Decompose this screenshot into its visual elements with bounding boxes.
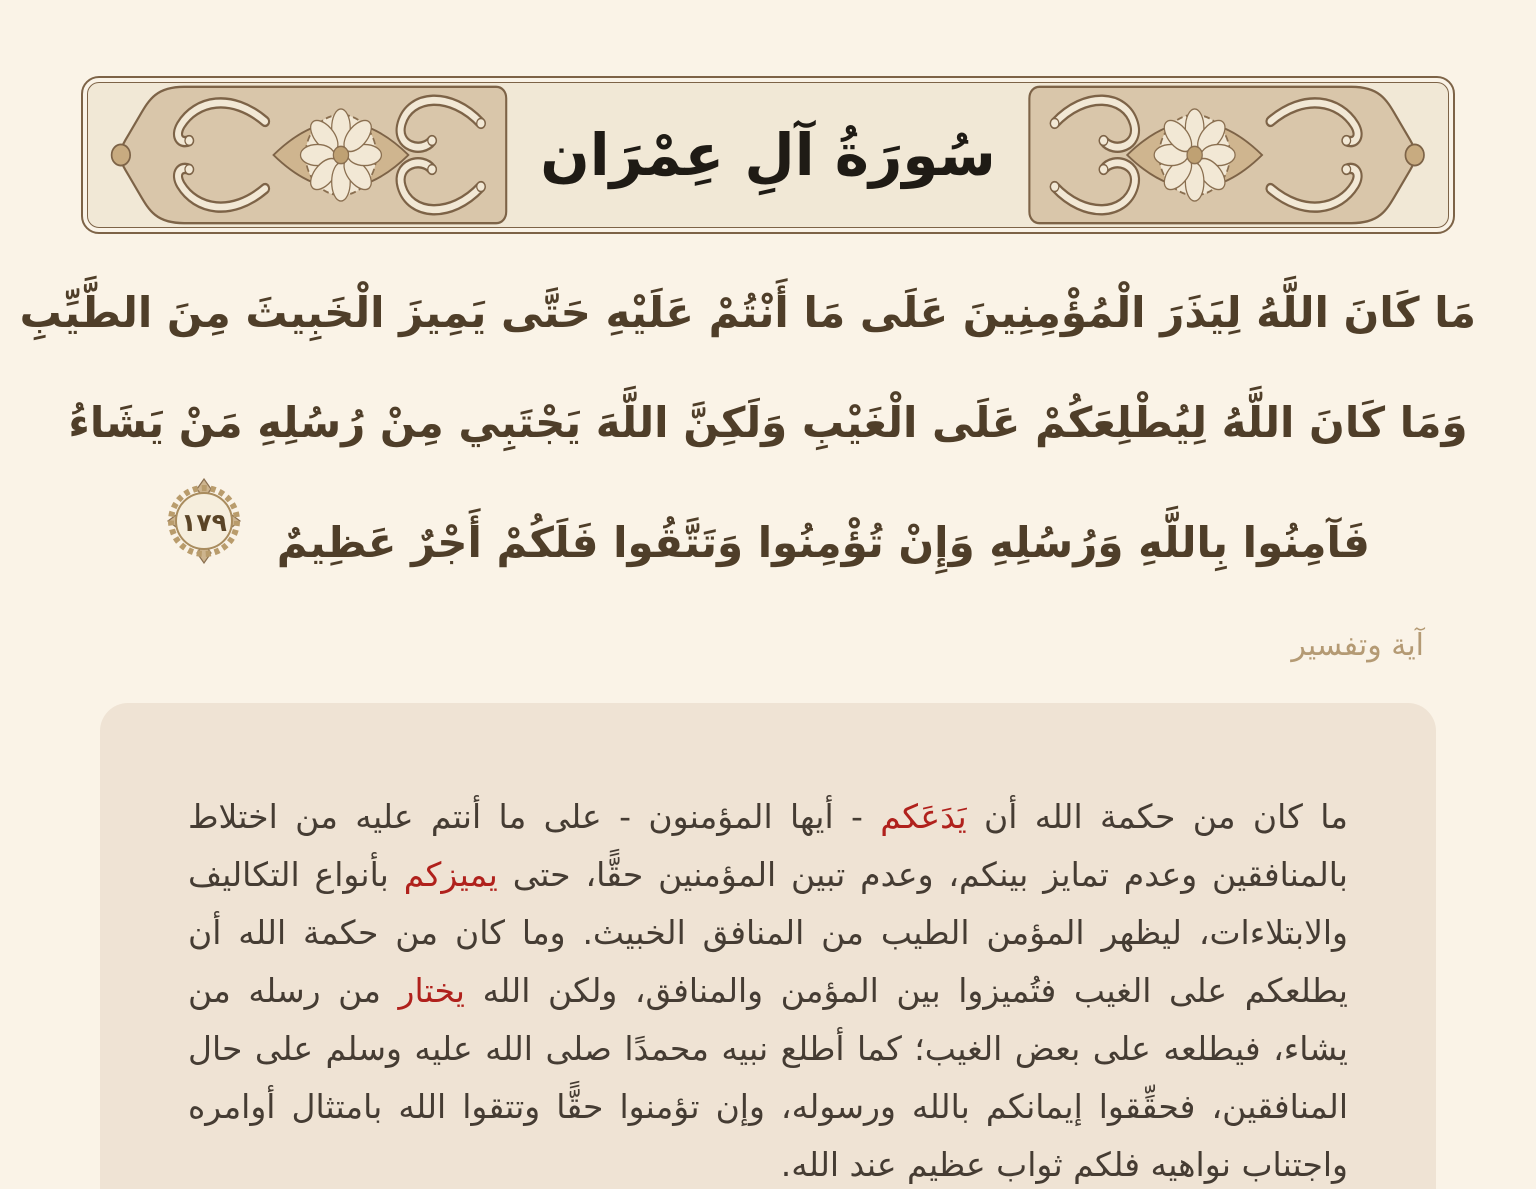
tafsir-highlighted-word: يختار xyxy=(398,971,465,1010)
ayah-number: ١٧٩ xyxy=(181,508,228,537)
tafsir-highlighted-word: يَدَعَكم xyxy=(880,797,967,836)
tafsir-box xyxy=(100,703,1436,1189)
verse-line-text: فَآمِنُوا بِاللَّهِ وَرُسُلِهِ وَإِنْ تُؤْمِنُوا وَتَتَّقُوا فَلَكُمْ أَجْرٌ عَظِيمٌ xyxy=(276,518,1370,567)
surah-title: سُورَةُ آلِ عِمْرَان xyxy=(540,121,996,189)
tafsir-segment: بأنواع التكاليف والابتلاءات، ليظهر المؤمن الطيب من المنافق الخبيث. وما كان من حكمة الله أن يطلعكم على الغيب فتُميزوا بين المؤمن والمنافق، ولكن الله xyxy=(188,855,1348,1010)
tafsir-segment: ما كان من حكمة الله أن xyxy=(966,797,1348,836)
surah-title-banner-inner xyxy=(87,82,1449,228)
tafsir-highlighted-word: يميزكم xyxy=(403,855,498,894)
ayah-number-roundel-icon xyxy=(166,478,242,605)
tafsir-segment: - أيها المؤمنون - على ما أنتم عليه من اختلاط بالمنافقين وعدم تمايز بينكم، وعدم تبين المؤمنين حقًّا، حتى xyxy=(188,797,1348,894)
section-label: آية وتفسير xyxy=(1291,628,1424,663)
surah-title-banner xyxy=(81,76,1455,234)
verse-block xyxy=(19,258,1476,613)
floral-ornament-icon xyxy=(1026,83,1448,227)
verse-line: وَمَا كَانَ اللَّهُ لِيُطْلِعَكُمْ عَلَى الْغَيْبِ وَلَكِنَّ اللَّهَ يَجْتَبِي مِنْ رُسُلِهِ مَنْ يَشَاءُ xyxy=(68,398,1468,447)
floral-ornament-icon xyxy=(88,83,510,227)
verse-line: مَا كَانَ اللَّهُ لِيَذَرَ الْمُؤْمِنِينَ عَلَى مَا أَنْتُمْ عَلَيْهِ حَتَّى يَمِيزَ الْخَبِيثَ مِنَ الطَّيِّبِ xyxy=(19,288,1476,337)
tafsir-segment: من رسله من يشاء، فيطلعه على بعض الغيب؛ كما أطلع نبيه محمدًا صلى الله عليه وسلم على حال المنافقين، فحقِّقوا إيمانكم بالله ورسوله، وإن تؤمنوا حقًّا وتتقوا الله بامتثال أوامره واجتناب نواهيه فلكم ثواب عظيم عند الله. xyxy=(188,971,1348,1184)
verse-line xyxy=(60,478,1476,613)
tafsir-text xyxy=(188,788,1348,1189)
